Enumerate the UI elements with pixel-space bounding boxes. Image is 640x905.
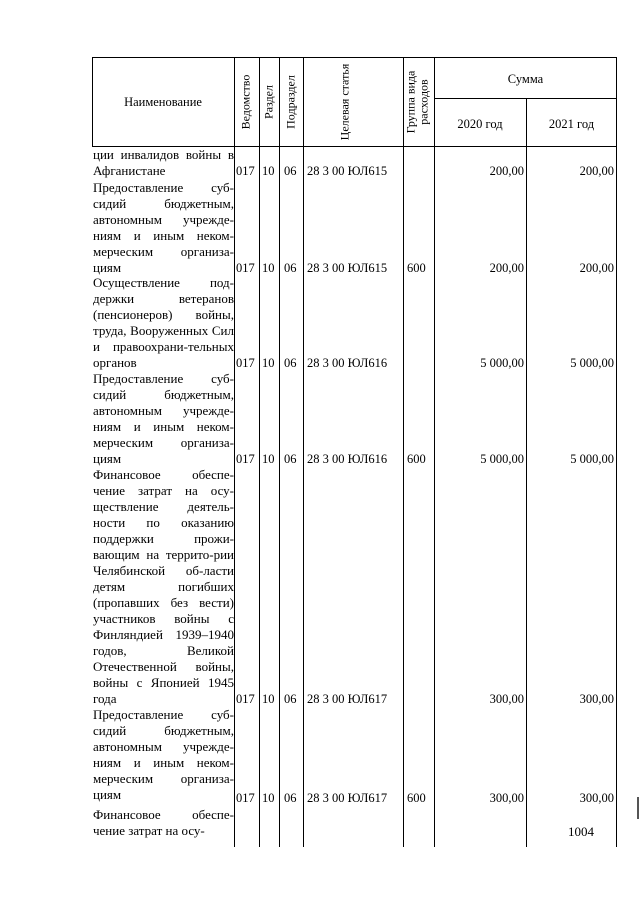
row-name: Финансовое обеспе-чение затрат на осу- — [93, 807, 234, 838]
scan-edge-mark — [637, 797, 639, 819]
row-section: 10 — [262, 356, 275, 370]
row-subsection: 06 — [284, 164, 297, 178]
row-section: 10 — [262, 261, 275, 275]
header-target: Целевая статья — [337, 63, 352, 141]
row-sum-2021: 300,00 — [579, 692, 614, 706]
row-name: Предоставление суб-сидий бюджетным, автономным учрежде-ниям и иным неком-мерческим организа-циям — [93, 180, 234, 275]
row-sum-2021: 300,00 — [579, 791, 614, 805]
header-dept: Ведомство — [238, 74, 253, 130]
row-name: Финансовое обеспе-чение затрат на осу-ществление деятель-ности по оказанию поддержки прожи-вающим на террито-рии Челябинской об-ласти детям погибших (пропавших без вести) участников войны с Финляндией 1939–1940 годов, Великой Отечественной войны, войны с Японией 1945 года — [93, 467, 234, 706]
row-target: 28 3 00 ЮЛ617 — [307, 692, 388, 706]
row-target: 28 3 00 ЮЛ615 — [307, 164, 388, 178]
header-year-2021: 2021 год — [548, 117, 595, 131]
grid-line — [434, 57, 435, 847]
row-dept: 017 — [236, 164, 255, 178]
row-sum-2020: 300,00 — [489, 791, 524, 805]
grid-line — [234, 57, 235, 847]
grid-line — [259, 57, 260, 847]
row-dept: 017 — [236, 692, 255, 706]
row-sum-2020: 200,00 — [489, 261, 524, 275]
grid-line — [526, 98, 527, 847]
grid-line — [403, 57, 404, 847]
grid-line — [279, 57, 280, 847]
row-subsection: 06 — [284, 791, 297, 805]
row-dept: 017 — [236, 261, 255, 275]
row-dept: 017 — [236, 791, 255, 805]
row-name: Осуществление под-держки ветеранов (пенсионеров) войны, труда, Вооруженных Сил и правоохрани-тельных органов — [93, 275, 234, 370]
row-target: 28 3 00 ЮЛ615 — [307, 261, 388, 275]
row-section: 10 — [262, 164, 275, 178]
row-sum-2021: 5 000,00 — [570, 356, 614, 370]
header-section: Раздел — [261, 85, 276, 119]
row-sum-2021: 200,00 — [579, 261, 614, 275]
row-sum-2020: 5 000,00 — [480, 452, 524, 466]
row-target: 28 3 00 ЮЛ616 — [307, 452, 388, 466]
row-section: 10 — [262, 692, 275, 706]
grid-line — [303, 57, 304, 847]
row-target: 28 3 00 ЮЛ616 — [307, 356, 388, 370]
row-group: 600 — [407, 791, 426, 805]
row-target: 28 3 00 ЮЛ617 — [307, 791, 388, 805]
row-section: 10 — [262, 452, 275, 466]
row-dept: 017 — [236, 452, 255, 466]
row-subsection: 06 — [284, 452, 297, 466]
row-sum-2020: 5 000,00 — [480, 356, 524, 370]
row-sum-2021: 200,00 — [579, 164, 614, 178]
header-name: Наименование — [124, 95, 202, 109]
row-subsection: 06 — [284, 692, 297, 706]
row-dept: 017 — [236, 356, 255, 370]
header-subsection: Подраздел — [283, 75, 298, 129]
row-group: 600 — [407, 261, 426, 275]
row-name: Предоставление суб-сидий бюджетным, автономным учрежде-ниям и иным неком-мерческим организа-циям — [93, 707, 234, 802]
page-number: 1004 — [568, 824, 594, 839]
grid-line — [616, 57, 617, 847]
row-sum-2020: 200,00 — [489, 164, 524, 178]
grid-line — [434, 98, 617, 99]
header-expense-group: Группа вида расходов — [403, 70, 431, 134]
row-subsection: 06 — [284, 356, 297, 370]
row-name: ции инвалидов войны в Афганистане — [93, 147, 234, 178]
row-name: Предоставление суб-сидий бюджетным, автономным учрежде-ниям и иным неком-мерческим организа-циям — [93, 371, 234, 466]
header-year-2020: 2020 год — [457, 117, 503, 131]
header-sum: Сумма — [507, 72, 544, 86]
row-section: 10 — [262, 791, 275, 805]
row-subsection: 06 — [284, 261, 297, 275]
row-group: 600 — [407, 452, 426, 466]
row-sum-2021: 5 000,00 — [570, 452, 614, 466]
row-sum-2020: 300,00 — [489, 692, 524, 706]
